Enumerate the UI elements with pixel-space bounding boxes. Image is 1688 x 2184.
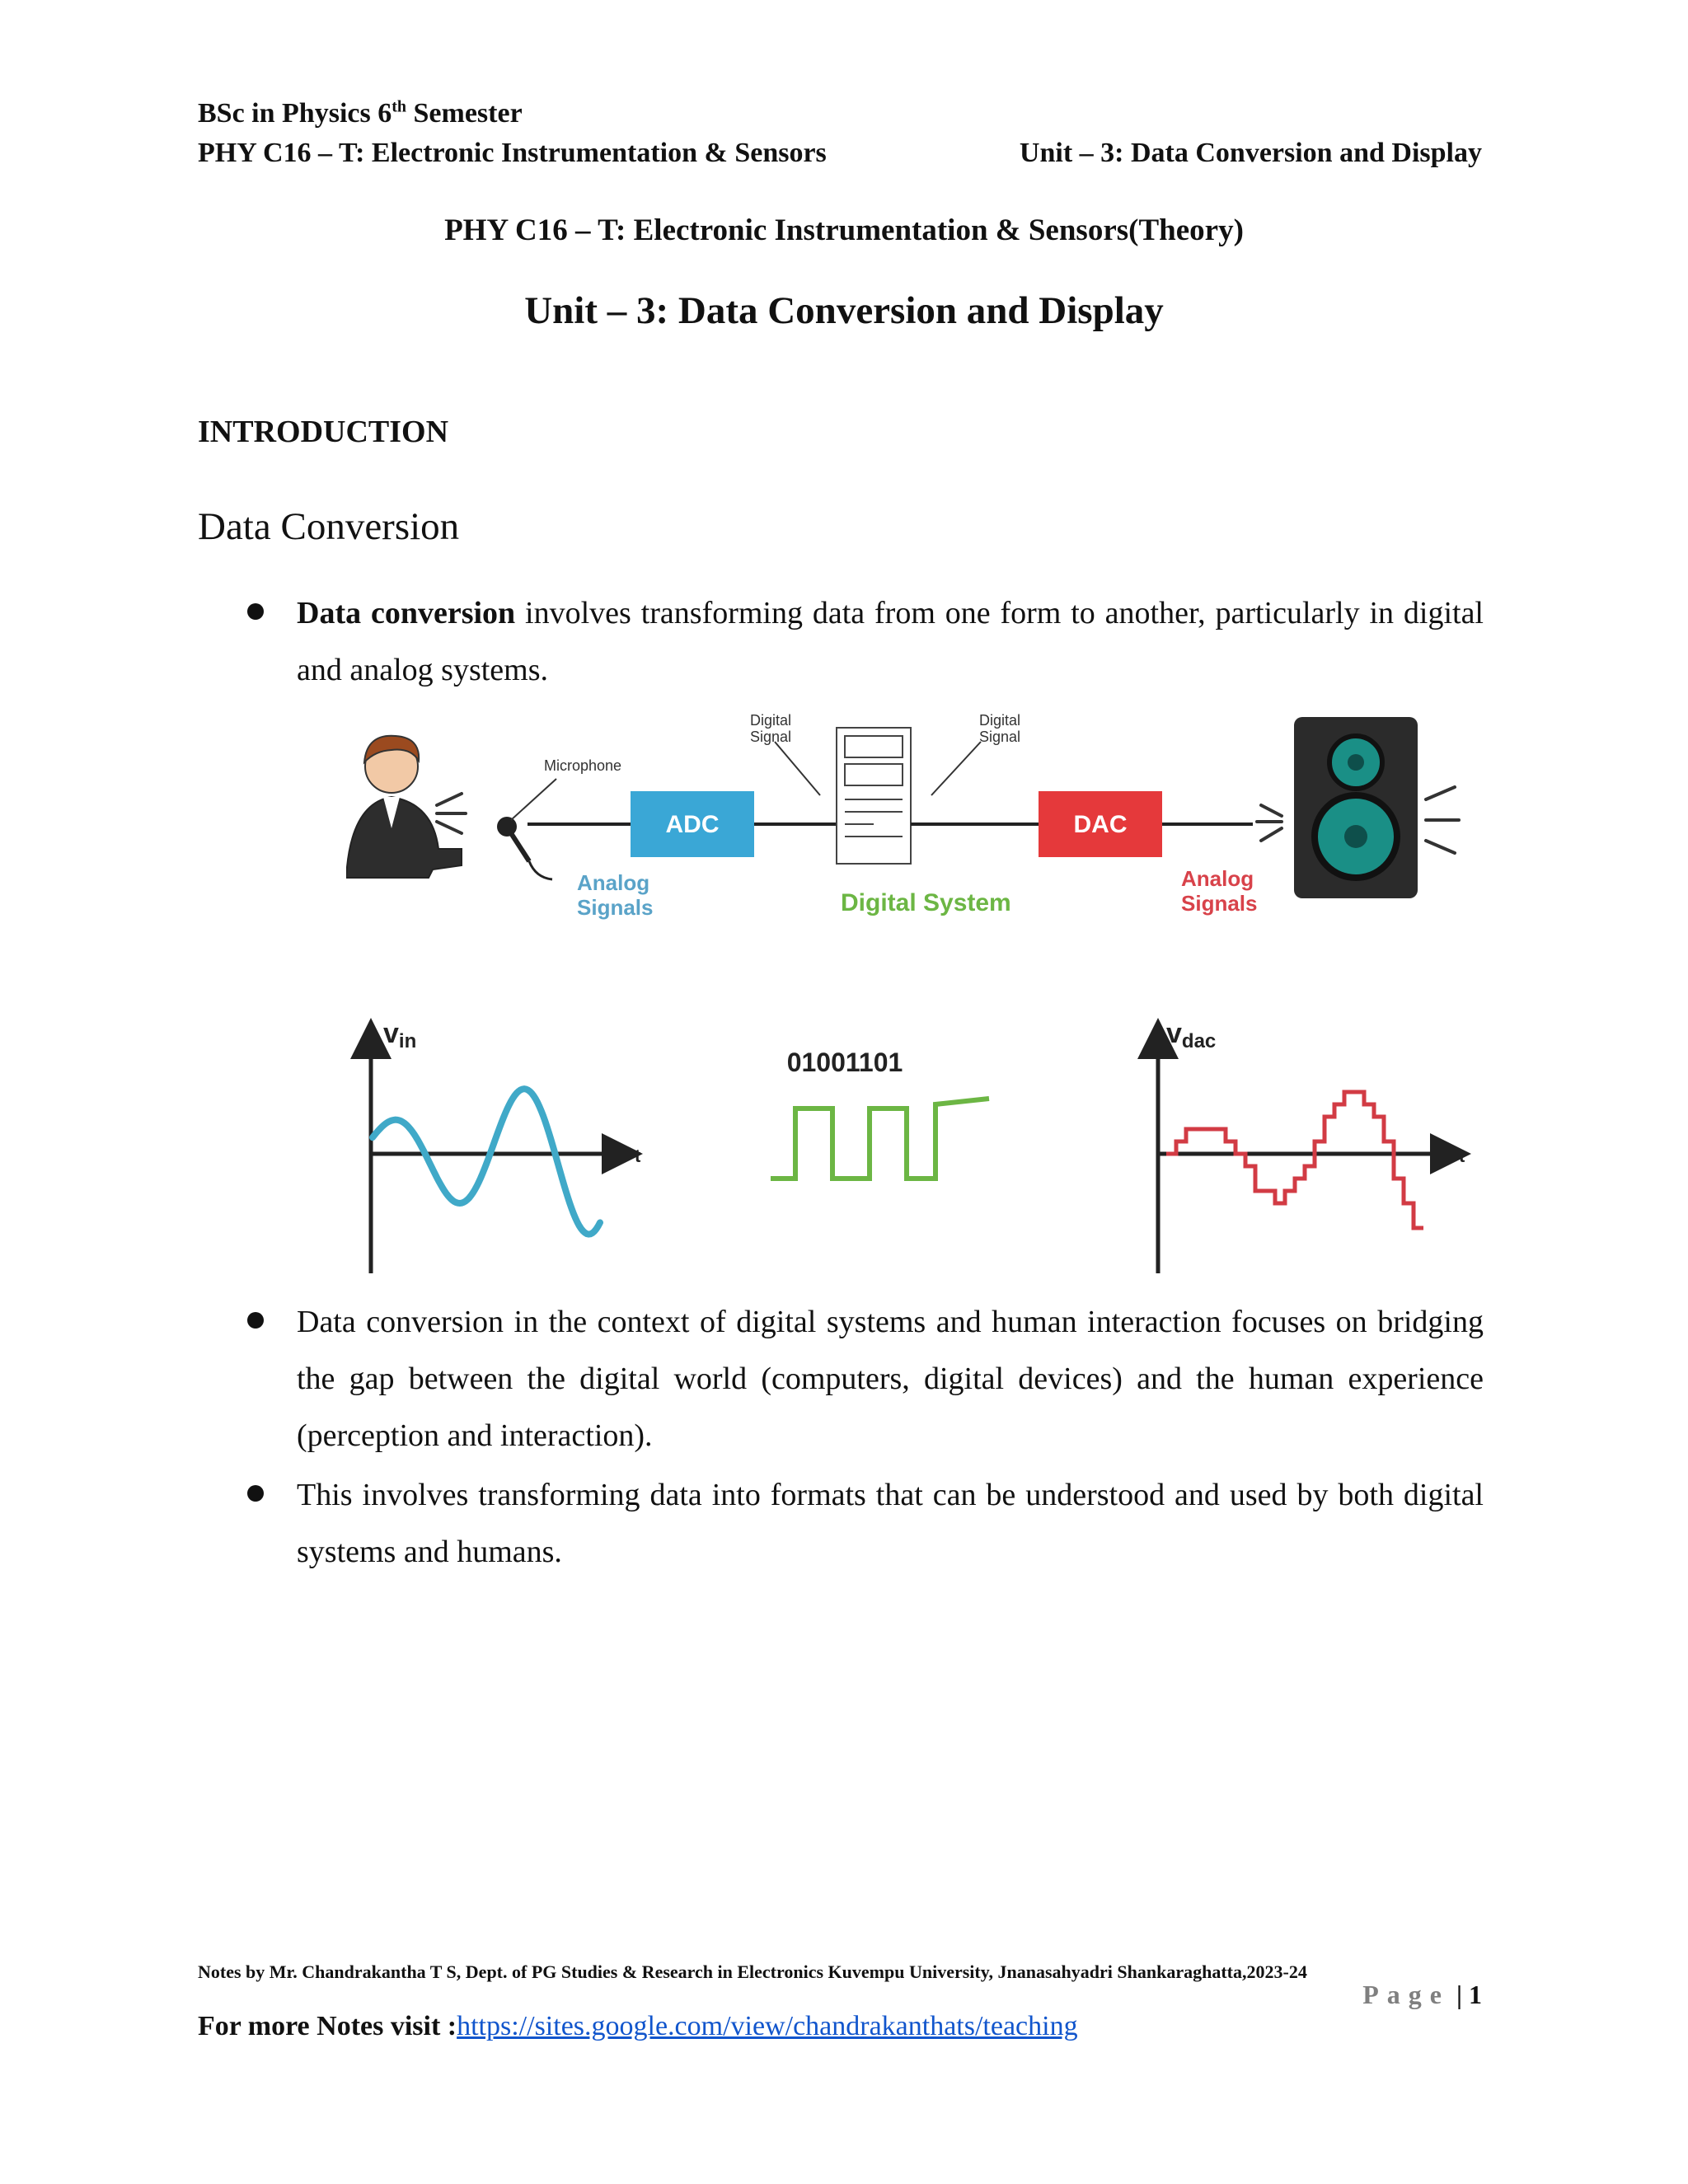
more-notes-label: For more Notes visit : bbox=[198, 2011, 457, 2041]
semester-header bbox=[198, 97, 523, 130]
analog-input-waveform bbox=[371, 1018, 641, 1273]
loudspeaker-icon bbox=[1294, 717, 1418, 898]
analog-left-line2: Signals bbox=[577, 895, 654, 920]
bullet-dot bbox=[247, 603, 264, 620]
page-num: 1 bbox=[1469, 1980, 1482, 2009]
digital-signal-1-line2: Signal bbox=[750, 729, 792, 745]
analog-sine-curve bbox=[373, 1089, 600, 1234]
more-notes-line bbox=[198, 2011, 1078, 2042]
digital-system-label: Digital System bbox=[841, 889, 1011, 916]
digital-bitstream bbox=[771, 1047, 989, 1179]
more-notes-link[interactable]: https://sites.google.com/view/chandrakanthats/teaching bbox=[457, 2011, 1078, 2041]
analog-left-line1: Analog bbox=[577, 870, 650, 895]
footer-notes: Notes by Mr. Chandrakantha T S, Dept. of PG Studies & Research in Electronics Kuvempu University, Jnanasahyadri Shankaraghatta,2023-24 bbox=[198, 1961, 1307, 1982]
course-title: PHY C16 – T: Electronic Instrumentation & Sensors(Theory) bbox=[444, 213, 1244, 247]
bullet-paragraph-3: This involves transforming data into formats that can be understood and used by both digital systems and humans. bbox=[297, 1478, 1484, 1569]
signal-waveforms-diagram bbox=[346, 1018, 1475, 1282]
digital-signal-2-line1: Digital bbox=[979, 712, 1021, 729]
bullet-paragraph-1 bbox=[297, 585, 1484, 699]
analog-right-line1: Analog bbox=[1181, 866, 1254, 891]
analog-right-line2: Signals bbox=[1181, 891, 1258, 916]
vin-label: vin bbox=[383, 1018, 417, 1052]
stepped-output-curve bbox=[1166, 1092, 1423, 1228]
bit-pattern-label: 01001101 bbox=[786, 1047, 903, 1077]
speaker-person-icon bbox=[346, 736, 462, 878]
page-number bbox=[1362, 1980, 1482, 2010]
vdac-label: vdac bbox=[1166, 1018, 1217, 1052]
page-separator: | bbox=[1449, 1980, 1469, 2009]
time-axis-label-1: t bbox=[635, 1146, 641, 1166]
unit-header: Unit – 3: Data Conversion and Display bbox=[1019, 138, 1482, 168]
bullet-1-text: involves transforming data from one form to another, particularly in digital and analog systems. bbox=[297, 596, 1484, 687]
bullet-paragraph-2: Data conversion in the context of digital systems and human interaction focuses on bridging the gap between the digital world (computers, digital devices) and the human experience (perception and interaction). bbox=[297, 1305, 1484, 1453]
microphone-label: Microphone bbox=[544, 757, 622, 774]
page-word: Page bbox=[1362, 1980, 1450, 2009]
section-heading: Data Conversion bbox=[198, 505, 460, 548]
semester-suffix: Semester bbox=[406, 98, 523, 129]
adc-label: ADC bbox=[665, 811, 720, 838]
semester-prefix: BSc in Physics 6 bbox=[198, 98, 392, 129]
bullet-dot bbox=[247, 1312, 264, 1329]
time-axis-label-2: t bbox=[1459, 1146, 1465, 1166]
square-wave-curve bbox=[771, 1099, 989, 1179]
introduction-heading: INTRODUCTION bbox=[198, 415, 449, 449]
microphone-icon bbox=[497, 817, 552, 879]
digital-signal-2-line2: Signal bbox=[979, 729, 1021, 745]
unit-title: Unit – 3: Data Conversion and Display bbox=[524, 289, 1164, 332]
bullet-dot bbox=[247, 1485, 264, 1502]
semester-superscript: th bbox=[392, 97, 407, 116]
dac-label: DAC bbox=[1073, 811, 1128, 838]
digital-signal-1-line1: Digital bbox=[750, 712, 792, 729]
computer-tower-icon bbox=[837, 728, 911, 864]
sound-waves-left-icon bbox=[437, 794, 466, 833]
bullet-1-bold: Data conversion bbox=[297, 596, 516, 630]
adc-dac-block-diagram bbox=[346, 705, 1475, 952]
course-header: PHY C16 – T: Electronic Instrumentation & Sensors bbox=[198, 138, 827, 168]
dac-output-waveform bbox=[1158, 1018, 1465, 1273]
